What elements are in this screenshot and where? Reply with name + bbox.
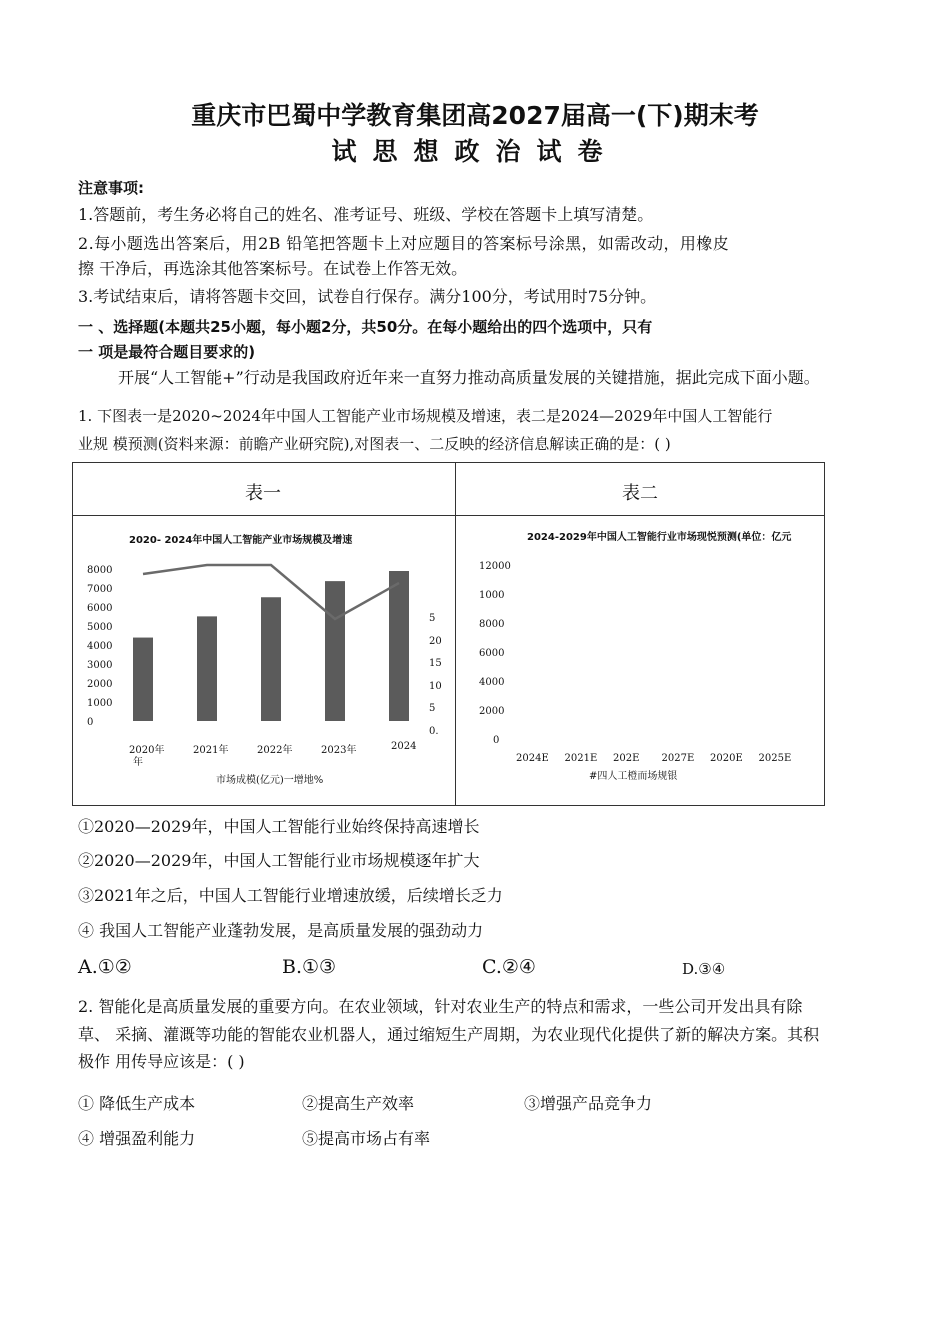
chart1-category-suffix: 年 (133, 757, 143, 768)
q2-choice: ③增强产品竞争力 (524, 1094, 653, 1113)
chart1-bar (197, 616, 217, 721)
intro-text: 开展“人工智能+”行动是我国政府近年来一直努力推动高质量发展的关键措施，据此完成下面小题。 (118, 368, 820, 387)
chart1-y-tick: 3000 (87, 660, 113, 671)
chart1-x-tick: 2024 (391, 741, 417, 752)
chart1-y2-tick: 0. (429, 725, 439, 737)
chart1-title: 2020- 2024年中国人工智能产业市场规模及增速 (129, 535, 353, 546)
q2-stem-cont: 草、 采摘、灌溉等功能的智能农业机器人，通过缩短生产周期，为农业现代化提供了新的解决方案。其积 (78, 1025, 820, 1044)
page-subtitle: 试思想政治试卷 (331, 137, 619, 166)
chart1-y2-tick: 5 (429, 703, 436, 714)
q1-stem: 1. 下图表一是2020~2024年中国人工智能产业市场规模及增速，表二是2024—2029年中国人工智能行 (78, 407, 773, 425)
chart1-y-tick: 6000 (87, 603, 113, 614)
chart1-y-tick: 0 (87, 717, 94, 728)
chart1-y-tick: 2000 (87, 679, 113, 690)
chart-table (72, 462, 825, 806)
chart2-x-tick: 2027E (661, 753, 695, 764)
chart2-y-tick: 6000 (479, 648, 505, 659)
chart1-x-tick: 2022年 (257, 745, 293, 756)
chart1-y2-tick: 15 (429, 658, 442, 669)
chart2-x-tick: 202E (613, 753, 640, 764)
chart1-y2-tick: 5 (429, 613, 436, 624)
chart1-bar (325, 581, 345, 721)
chart2-y-tick: 8000 (479, 619, 505, 630)
chart1-bar (133, 638, 153, 721)
q1-stem-cont: 业规 模预测(资料来源：前瞻产业研究院),对图表一、二反映的经济信息解读正确的是：( ) (78, 435, 671, 453)
chart1-bar (261, 597, 281, 721)
section-heading: 一 、选择题(本题共25小题，每小题2分，共50分。在每小题给出的四个选项中，只有 (78, 318, 653, 336)
note-item: 擦 干净后，再选涂其他答案标号。在试卷上作答无效。 (78, 259, 468, 278)
q2-choice: ②提高生产效率 (302, 1094, 415, 1113)
chart1-plot (119, 563, 419, 743)
chart2-y-tick: 4000 (479, 677, 505, 688)
q2-choice: ⑤提高市场占有率 (302, 1129, 431, 1148)
chart1-y-tick: 8000 (87, 565, 113, 576)
chart2-y-tick: 2000 (479, 706, 505, 717)
table-header-2: 表二 (622, 483, 658, 504)
chart2-x-tick: 2021E (564, 753, 598, 764)
q1-statement: ③2021年之后，中国人工智能行业增速放缓，后续增长乏力 (78, 886, 503, 905)
chart2-y-tick: 12000 (479, 561, 511, 572)
chart1-y2-tick: 20 (429, 635, 442, 647)
chart2-x-tick: 2024E (516, 753, 549, 764)
q2-stem: 2. 智能化是高质量发展的重要方向。在农业领域，针对农业生产的特点和需求，一些公司开发出具有除 (78, 997, 803, 1016)
chart2-legend: #四人工橙而场规银 (589, 771, 678, 782)
chart1-y-tick: 1000 (87, 698, 113, 709)
note-item: 2.每小题选出答案后，用2B 铅笔把答题卡上对应题目的答案标号涂黑，如需改动，用橡皮 (78, 234, 730, 253)
chart1-bar (389, 571, 409, 721)
chart2-y-tick: 1000 (479, 590, 505, 601)
chart1-x-tick: 2023年 (321, 745, 357, 756)
q2-choice: ① 降低生产成本 (78, 1094, 196, 1113)
chart2-y-tick: 0 (493, 735, 500, 746)
chart1-y2-tick: 10 (429, 680, 442, 692)
q1-statement: ④ 我国人工智能产业蓬勃发展，是高质量发展的强劲动力 (78, 921, 484, 940)
q1-statement: ①2020—2029年，中国人工智能行业始终保持高速增长 (78, 817, 480, 836)
chart1-y-tick: 5000 (87, 622, 113, 633)
table-header-1: 表一 (245, 483, 281, 504)
q1-option-a: A.①② (78, 956, 132, 978)
q1-statement: ②2020—2029年，中国人工智能行业市场规模逐年扩大 (78, 851, 480, 870)
q1-option-d: D.③④ (682, 960, 726, 978)
note-item: 3.考试结束后，请将答题卡交回，试卷自行保存。满分100分，考试用时75分钟。 (78, 287, 657, 306)
section-heading-cont: 一 项是最符合题目要求的) (78, 343, 256, 361)
chart2-title: 2024-2029年中国人工智能行业市场现悦预测(单位：亿元 (527, 532, 792, 543)
q2-stem-cont: 极作 用传导应该是：( ) (78, 1052, 245, 1071)
q1-option-b: B.①③ (282, 956, 337, 978)
q2-choice: ④ 增强盈利能力 (78, 1129, 196, 1148)
chart1-y-tick: 4000 (87, 641, 113, 652)
note-item: 1.答题前，考生务必将自己的姓名、准考证号、班级、学校在答题卡上填写清楚。 (78, 205, 654, 224)
chart1-legend: 市场成模(亿元)一增地% (216, 775, 324, 786)
q1-option-c: C.②④ (482, 956, 536, 978)
chart1-y-tick: 7000 (87, 584, 113, 595)
page-title: 重庆市巴蜀中学教育集团高2027届高一(下)期末考 (191, 101, 759, 130)
chart2-x-tick: 2020E (710, 753, 743, 764)
chart2-x-tick: 2025E (758, 753, 792, 764)
chart1-x-tick: 2020年 (129, 745, 165, 756)
chart1-x-tick: 2021年 (193, 745, 229, 756)
notes-heading: 注意事项: (78, 179, 144, 197)
